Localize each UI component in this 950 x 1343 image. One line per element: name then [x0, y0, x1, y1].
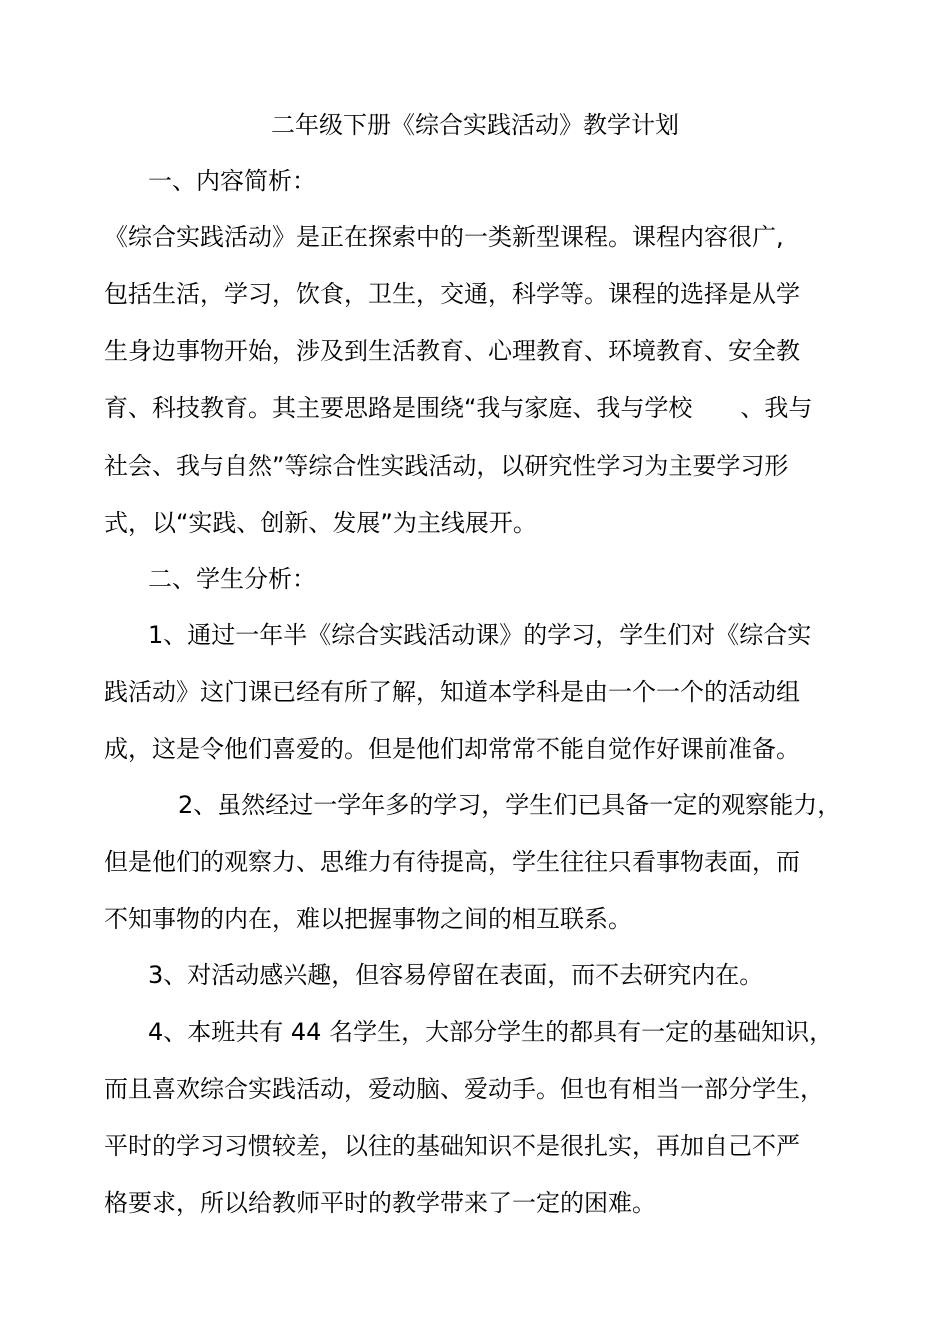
item4-line: 格要求，所以给教师平时的教学带来了一定的困难。 — [104, 1189, 656, 1217]
item4-line: 平时的学习习惯较差，以往的基础知识不是很扎实，再加自己不严 — [104, 1132, 800, 1160]
section1-line: 生身边事物开始，涉及到生活教育、心理教育、环境教育、安全教 — [104, 337, 800, 365]
item2-line: 2、虽然经过一学年多的学习，学生们已具备一定的观察能力， — [178, 791, 842, 819]
document-title: 二年级下册《综合实践活动》教学计划 — [271, 111, 679, 139]
item4-line: 4、本班共有 44 名学生，大部分学生的都具有一定的基础知识， — [148, 1018, 834, 1046]
item1-line: 践活动》这门课已经有所了解，知道本学科是由一个一个的活动组 — [104, 678, 800, 706]
item1-line: 1、通过一年半《综合实践活动课》的学习，学生们对《综合实 — [148, 621, 812, 649]
section1-line: 《综合实践活动》是正在探索中的一类新型课程。课程内容很广, — [104, 223, 784, 251]
item1-line: 成，这是令他们喜爱的。但是他们却常常不能自觉作好课前准备。 — [104, 735, 800, 763]
item2-line: 不知事物的内在，难以把握事物之间的相互联系。 — [104, 905, 632, 933]
item3-line: 3、对活动感兴趣，但容易停留在表面，而不去研究内在。 — [148, 961, 764, 989]
section1-line: 包括生活，学习，饮食，卫生，交通，科学等。课程的选择是从学 — [104, 280, 800, 308]
item2-line: 但是他们的观察力、思维力有待提高，学生往往只看事物表面，而 — [104, 848, 800, 876]
section1-line: 式，以“实践、创新、发展”为主线展开。 — [104, 509, 537, 537]
section1-heading: 一、内容简析： — [148, 167, 316, 195]
section1-line: 育、科技教育。其主要思路是围绕“我与家庭、我与学校 、我与 — [104, 394, 813, 422]
item4-line: 而且喜欢综合实践活动，爱动脑、爱动手。但也有相当一部分学生， — [104, 1075, 824, 1103]
section2-heading: 二、学生分析： — [148, 565, 316, 593]
section1-line: 社会、我与自然”等综合性实践活动，以研究性学习为主要学习形 — [104, 452, 789, 480]
